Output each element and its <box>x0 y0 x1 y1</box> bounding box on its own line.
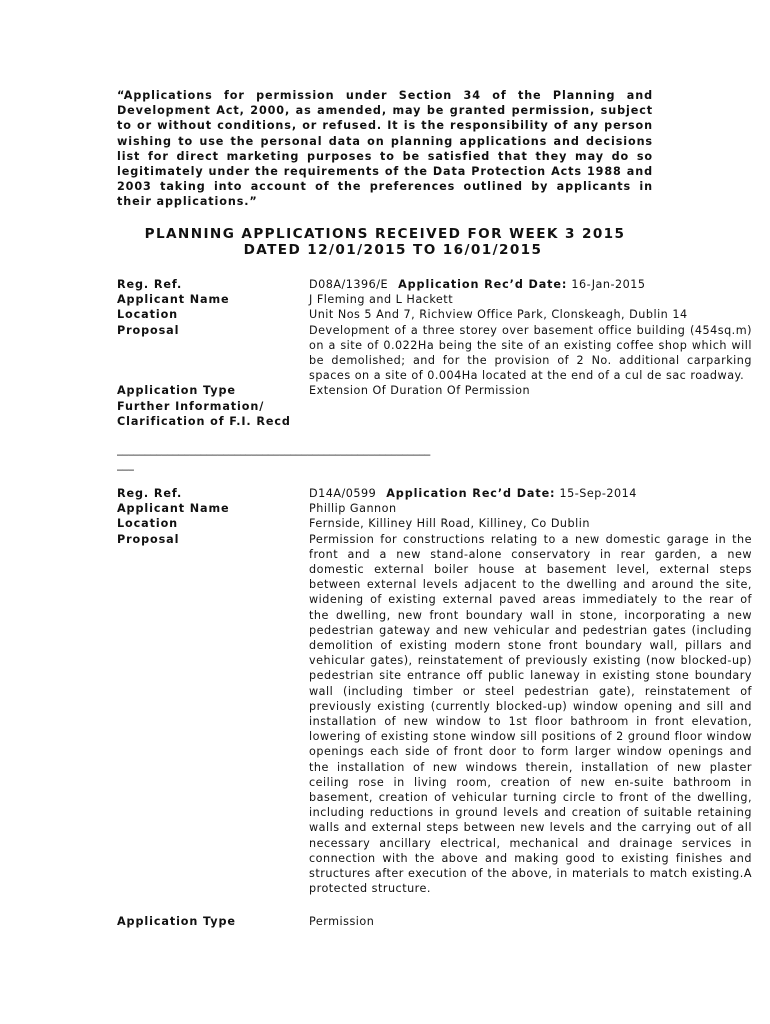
reg-ref-value <box>309 486 752 501</box>
recd-date-label: Application Rec’d Date: <box>398 278 568 291</box>
application-type-row <box>117 914 752 929</box>
applicant-name-label: Applicant Name <box>117 293 230 307</box>
proposal-value: Development of a three storey over basement office building (454sq.m) on a site of 0.022Ha being the site of an existing coffee shop which will be demolished; and for the provision of 2 No. additional carparking spaces on a site of 0.004Ha located at the end of a cul de sac roadway. <box>309 323 752 383</box>
further-info-label-line1: Further Information/ <box>117 399 265 413</box>
application-type-block <box>117 914 752 929</box>
clarification-row <box>117 414 752 429</box>
record-separator-line2: ___ <box>117 458 134 471</box>
application-type-label: Application Type <box>117 915 236 928</box>
applicant-name-row <box>117 501 752 516</box>
application-type-label: Application Type <box>117 384 236 398</box>
location-row <box>117 307 752 322</box>
reg-ref-label: Reg. Ref. <box>117 278 183 291</box>
location-value: Fernside, Killiney Hill Road, Killiney, Co Dublin <box>309 517 590 531</box>
recd-date-value: 16-Jan-2015 <box>571 278 646 291</box>
application-type-row <box>117 383 752 398</box>
applicant-name-value: Phillip Gannon <box>309 502 397 516</box>
further-info-row <box>117 399 752 414</box>
location-label: Location <box>117 308 179 322</box>
applicant-name-value: J Fleming and L Hackett <box>309 293 454 307</box>
reg-ref-row <box>117 486 752 501</box>
reg-ref-number: D14A/0599 <box>309 487 377 500</box>
reg-ref-value <box>309 277 752 292</box>
proposal-label: Proposal <box>117 532 180 546</box>
application-record <box>117 277 752 429</box>
recd-date-value: 15-Sep-2014 <box>559 487 637 500</box>
reg-ref-label: Reg. Ref. <box>117 487 183 500</box>
proposal-row <box>117 532 752 897</box>
proposal-row <box>117 323 752 384</box>
location-label: Location <box>117 517 179 531</box>
proposal-label: Proposal <box>117 323 180 337</box>
page-date-range: DATED 12/01/2015 TO 16/01/2015 <box>243 242 543 258</box>
location-row <box>117 516 752 531</box>
application-type-value: Permission <box>309 915 375 928</box>
reg-ref-row <box>117 277 752 292</box>
reg-ref-number: D08A/1396/E <box>309 278 389 291</box>
further-info-label-line2: Clarification of F.I. Recd <box>117 414 291 428</box>
record-separator-line1: ________________________________________________________ <box>117 443 431 456</box>
page-title: PLANNING APPLICATIONS RECEIVED FOR WEEK 3 2015 <box>144 226 626 242</box>
application-record <box>117 486 752 896</box>
proposal-value: Permission for constructions relating to a new domestic garage in the front and a new stand-alone conservatory in rear garden, a new domestic external boiler house at basement level, external steps between external levels adjacent to the dwelling and around the site, widening of existing external paved areas immediately to the rear of the dwelling, new front boundary wall in stone, incorporating a new pedestrian gateway and new vehicular and pedestrian gates (including demolition of existing modern stone front boundary wall, pillars and vehicular gates), reinstatement of previously existing (now blocked-up) pedestrian site entrance off public laneway in existing stone boundary wall (including timber or steel pedestrian gate), reinstatement of previously existing (currently blocked-up) window opening and sill and installation of new window to 1st floor bathroom in front elevation, lowering of existing stone window sill positions of 2 ground floor window openings each side of front door to form larger window openings and the installation of new windows therein, installation of new plaster ceiling rose in living room, creation of new en-suite bathroom in basement, creation of vehicular turning circle to front of the dwelling, including reductions in ground levels and creation of suitable retaining walls and external steps between new levels and the carrying out of all necessary ancillary electrical, mechanical and drainage services in connection with the above and making good to existing finishes and structures after execution of the above, in materials to match existing.A protected structure. <box>309 532 752 896</box>
application-type-value: Extension Of Duration Of Permission <box>309 384 531 398</box>
location-value: Unit Nos 5 And 7, Richview Office Park, Clonskeagh, Dublin 14 <box>309 308 688 322</box>
applicant-name-row <box>117 292 752 307</box>
data-protection-disclaimer: “Applications for permission under Section 34 of the Planning and Development Act, 2000, as amended, may be granted permission, subject to or without conditions, or refused. It is the responsibility of any person wishing to use the personal data on planning applications and decisions list for direct marketing purposes to be satisfied that they may do so legitimately under the requirements of the Data Protection Acts 1988 and 2003 taking into account of the preferences outlined by applicants in their applications.” <box>117 89 653 209</box>
recd-date-label: Application Rec’d Date: <box>386 487 556 500</box>
applicant-name-label: Applicant Name <box>117 502 230 516</box>
